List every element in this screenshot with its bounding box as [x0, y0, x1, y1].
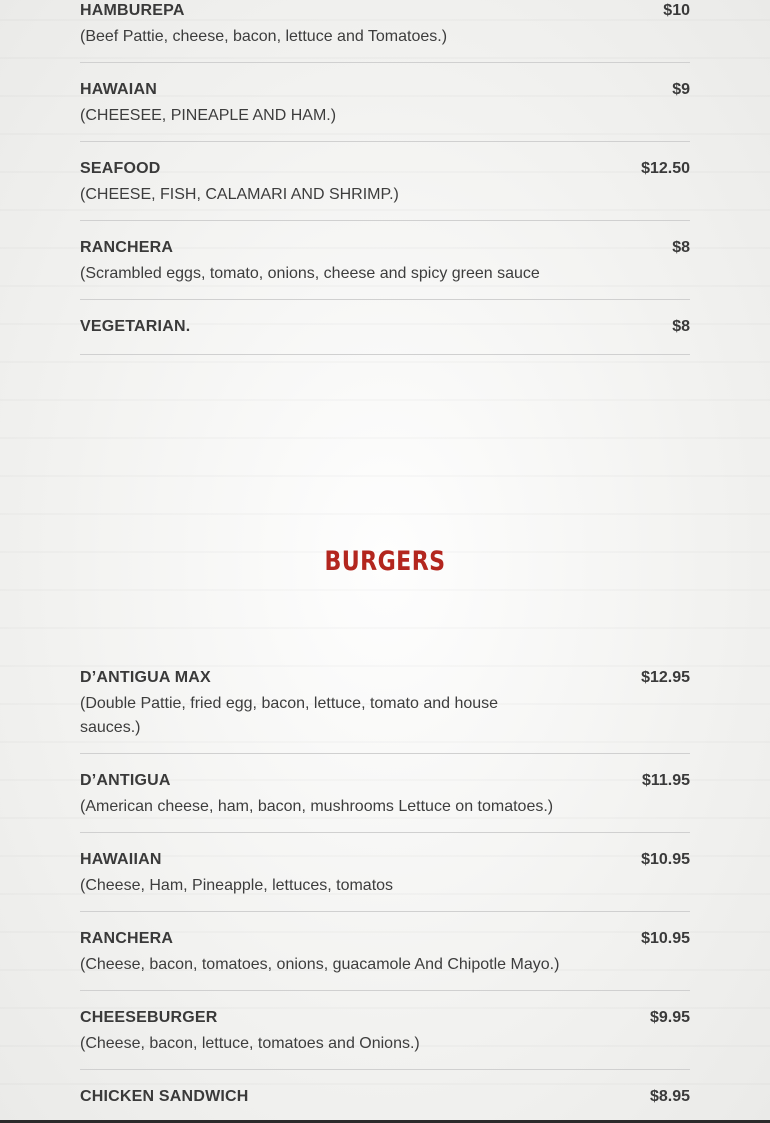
menu-item-name: VEGETARIAN. — [80, 318, 191, 335]
menu-item-price: $12.95 — [641, 669, 690, 686]
menu-item-description: (American cheese, ham, bacon, mushrooms Lettuce on tomatoes.) — [80, 798, 554, 815]
menu-item-ranchera-burger — [80, 929, 690, 991]
menu-item-name: HAMBUREPA — [80, 2, 185, 19]
menu-item-price: $10 — [663, 2, 690, 19]
menu-item-name: SEAFOOD — [80, 160, 161, 177]
menu-item-name: CHEESEBURGER — [80, 1009, 218, 1026]
menu-item-price: $12.50 — [641, 160, 690, 177]
menu-item-description: (Beef Pattie, cheese, bacon, lettuce and Tomatoes.) — [80, 28, 448, 45]
menu-item-price: $8.95 — [649, 1088, 690, 1105]
menu-item-description: (Double Pattie, fried egg, bacon, lettuce, tomato and house sauces.) — [80, 695, 499, 736]
menu-item-price: $9.95 — [649, 1009, 690, 1026]
menu-item-hamburepa — [80, 1, 690, 63]
menu-item-name: RANCHERA — [80, 239, 174, 256]
menu-item-hawaiian — [80, 850, 690, 912]
menu-item-price: $10.95 — [641, 851, 690, 868]
menu-item-description: (CHEESE, FISH, CALAMARI AND SHRIMP.) — [80, 186, 399, 203]
menu-item-name: D’ANTIGUA MAX — [80, 669, 211, 686]
menu-item-price: $11.95 — [641, 772, 690, 789]
menu-item-description: (CHEESEE, PINEAPLE AND HAM.) — [80, 107, 337, 124]
menu-item-description: (Cheese, bacon, lettuce, tomatoes and Onions.) — [80, 1035, 420, 1052]
menu-item-name: CHICKEN SANDWICH — [80, 1088, 249, 1105]
menu-item-dantigua-max — [80, 668, 690, 754]
menu-item-vegetarian — [80, 317, 690, 355]
menu-item-description: (Cheese, bacon, tomatoes, onions, guacamole And Chipotle Mayo.) — [80, 956, 560, 973]
menu-item-price: $9 — [672, 81, 690, 98]
menu-item-hawaian — [80, 80, 690, 142]
menu-item-chicken-sandwich — [80, 1087, 690, 1117]
menu-item-ranchera — [80, 238, 690, 300]
menu-item-price: $8 — [672, 318, 690, 335]
menu-item-seafood — [80, 159, 690, 221]
menu-item-name: HAWAIIAN — [80, 851, 162, 868]
menu-item-description: (Cheese, Ham, Pineapple, lettuces, tomatos — [80, 877, 394, 894]
menu-item-name: D’ANTIGUA — [80, 772, 171, 789]
section-title-burgers: BURGERS — [324, 546, 446, 577]
menu-item-dantigua — [80, 771, 690, 833]
menu-item-cheeseburger — [80, 1008, 690, 1070]
menu-item-price: $8 — [672, 239, 690, 256]
menu-item-name: RANCHERA — [80, 930, 174, 947]
menu-item-price: $10.95 — [641, 930, 690, 947]
menu-item-name: HAWAIAN — [80, 81, 157, 98]
menu-item-description: (Scrambled eggs, tomato, onions, cheese and spicy green sauce — [80, 265, 540, 282]
